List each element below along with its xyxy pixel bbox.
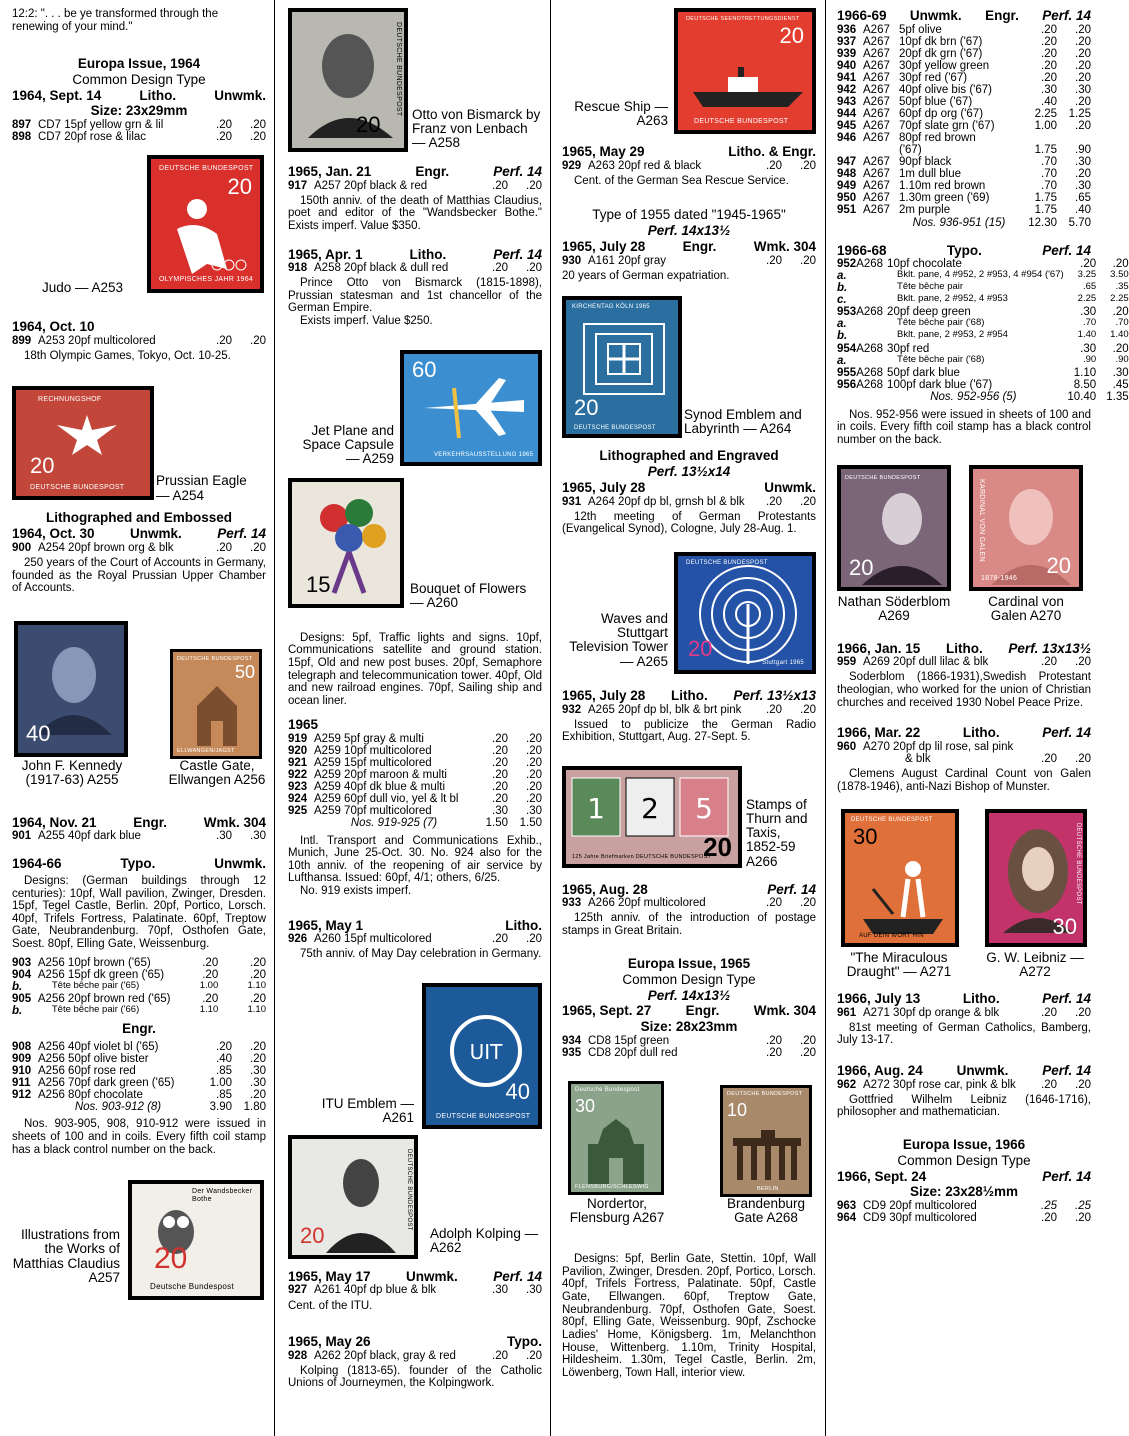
galen-issue-desc: Clemens August Cardinal Count von Galen (1878-1946), anti-Nazi Bishop of Munster. [837, 767, 1091, 793]
soderblom-issue-header: 1966, Jan. 15 Litho. Perf. 13x13½ [837, 640, 1091, 656]
table-row: 924 A259 60pf dull vio, yel & lt bl .20 .20 [288, 793, 542, 806]
bouquet-caption: Bouquet of Flowers — A260 [410, 580, 527, 610]
brandenburg-gate-icon [725, 1128, 809, 1188]
table-row: 940 A267 30pf yellow green .20 .20 [837, 59, 1091, 72]
jet-plane-icon [414, 368, 534, 448]
europa66-title: Europa Issue, 1966 [902, 1136, 1026, 1152]
s6466-table [12, 957, 266, 1017]
table-row: 961 A271 30pf dp orange & blk .20 .20 [837, 1006, 1091, 1019]
table-row: 917 A257 20pf black & red .20 .20 [288, 179, 542, 192]
table-row: 898 CD7 20pf rose & lilac .20 .20 [12, 131, 266, 144]
kennedy-stamp-image: 40 [14, 621, 128, 757]
table-row: Nos. 952-956 (5) 10.40 1.35 [930, 390, 1129, 403]
bouquet-block [288, 478, 542, 612]
bismarck-issue-desc2: Exists imperf. Value $250. [300, 315, 433, 327]
bismarck-issue-header: 1965, Apr. 1 Litho. Perf. 14 [288, 246, 542, 262]
table-row: 941 A267 30pf red ('67) .20 .20 [837, 71, 1091, 84]
s6668-table [837, 258, 1129, 403]
table-row: 962 A272 30pf rose car, pink & blk .20 .20 [837, 1078, 1091, 1091]
table-row: a. Tête bêche pair ('68) .90 .90 [837, 353, 1129, 367]
kennedy-castle-block [12, 621, 266, 811]
ship-caption: Rescue Ship — A263 [574, 99, 668, 129]
table-row: 944 A267 60pf dp org ('67) 2.25 1.25 [837, 107, 1091, 120]
table-row: 929 A263 20pf red & black .20 .20 [562, 159, 816, 172]
judo-block [12, 155, 266, 305]
leibniz-caption: G. W. Leibniz — A272 [986, 950, 1084, 980]
leibniz-issue-desc: Gottfried Wilhelm Leibniz (1646-1716), philosopher and mathematician. [837, 1093, 1091, 1119]
table-row: 928 A262 20pf black, gray & red .20 .20 [288, 1349, 542, 1362]
europa64-table [12, 119, 266, 143]
synod-issue-title: Lithographed and Engraved [599, 448, 779, 464]
galen-caption: Cardinal von Galen A270 [988, 593, 1064, 623]
nordertor-caption: Nordertor, Flensburg A267 [569, 1196, 665, 1226]
s6466-note: Nos. 903-905, 908, 910-912 were issued in sheets of 100 and in coils. Every fifth coil stamp has a black control number on the back. [12, 1118, 266, 1156]
transport-year: 1965 [288, 717, 319, 733]
synod-issue-perf: Perf. 13½x14 [647, 464, 731, 480]
column-4 [837, 8, 1129, 1225]
thurn-issue-header: 1965, Aug. 28 Perf. 14 [562, 881, 816, 897]
table-row: c. Bklt. pane, 2 #952, 4 #953 2.25 2.25 [837, 293, 1129, 307]
kennedy-portrait-icon [22, 635, 122, 735]
table-row: 912 A256 80pf chocolate .85 .20 [12, 1089, 266, 1102]
intro-quote: 12:2: ". . . be ye transformed through the renewing of your mind." [12, 8, 219, 33]
table-row: 937 A267 10pf dk brn ('67) .20 .20 [837, 35, 1091, 48]
europa65-size: Size: 28x23mm [640, 1018, 738, 1034]
tower-caption: Waves and Stuttgart Television Tower — A265 [569, 610, 668, 669]
claudius-caption: Illustrations from the Works of Matthias Claudius A257 [12, 1227, 120, 1285]
svg-text:2: 2 [641, 791, 659, 825]
soderblom-issue-desc: Soderblom (1866-1931),Swedish Protestant theologian, who worked for the union of Christian churches and received 1930 Nobel Peace Prize. [837, 671, 1091, 709]
europa65-header: 1965, Sept. 27 Engr. Wmk. 304 [562, 1003, 816, 1019]
nordertor-stamp-image: Deutsche Bundespost 30 FLENSBURG/SCHLESWIG [568, 1081, 664, 1195]
table-row: 956 A268 100pf dark blue ('67) 8.50 .45 [837, 378, 1129, 391]
table-row: a. Tête bêche pair ('68) .70 .70 [837, 317, 1129, 331]
itu-stamp-image: UIT 40 DEUTSCHE BUNDESPOST [422, 983, 542, 1129]
kennedy-header: 1964, Nov. 21 Engr. Wmk. 304 [12, 814, 266, 830]
itu-caption: ITU Emblem — A261 [321, 1095, 414, 1126]
table-row: 963 CD9 20pf multicolored .25 .25 [837, 1200, 1091, 1213]
table-row: 943 A267 50pf blue ('67) .40 .20 [837, 95, 1091, 108]
europa65-title: Europa Issue, 1965 [627, 955, 751, 971]
s6466-desc: Designs: (German buildings through 12 centuries): 10pf, Wall pavilion, Zwinger, Dresden. 15pf, Tegel Castle, Berlin. 20pf, Portico, Lorsch. 40pf, Trifels Fortress, Palatinate. 60pf, Treptow Gate, Neubrandenburg. 70pf, Osthofen Gate, Soest. 80pf, Elling Gate, Weissenburg. [12, 874, 266, 951]
europa65-table [562, 1035, 816, 1059]
table-row: 945 A267 70pf slate grn ('67) 1.00 .20 [837, 120, 1091, 133]
kolping-issue-header: 1965, May 26 Typo. [288, 1334, 542, 1350]
table-row: 897 CD7 15pf yellow grn & lil .20 .20 [12, 119, 266, 132]
table-row: 910 A256 60pf rose red .85 .30 [12, 1065, 266, 1078]
table-row: b. Bklt. pane, 2 #953, 2 #954 1.40 1.40 [837, 329, 1129, 343]
table-row: 954 A268 30pf red .30 .20 [837, 342, 1129, 355]
table-row: 947 A267 90pf black .70 .30 [837, 156, 1091, 169]
bouquet-stamp-image: 15 [288, 478, 404, 608]
itu-issue-header: 1965, May 17 Unwmk. Perf. 14 [288, 1268, 542, 1284]
table-row: 946 A267 80pf red brown [837, 132, 976, 145]
tower-block [562, 552, 816, 676]
table-row: 921 A259 15pf multicolored .20 .20 [288, 757, 542, 770]
table-row: Nos. 919-925 (7) 1.50 1.50 [350, 817, 542, 830]
tower-stamp-image: DEUTSCHE BUNDESPOST 20 Stuttgart 1965 [674, 552, 816, 674]
synod-stamp-image: KIRCHENTAG KÖLN 1965 20 DEUTSCHE BUNDESPOST [562, 296, 682, 438]
transport-note: Intl. Transport and Communications Exhib., Munich, June 25-Oct. 30. No. 924 also for the 10th anniv. of the reopening of air service by Lufthansa. Issued: 60pf, 4/1; others, 6/25. [288, 834, 542, 885]
bismarck-block [288, 8, 542, 158]
jet-stamp-image: 60 VERKEHRSAUSSTELLUNG 1965 [400, 350, 542, 466]
castle-gate-icon [177, 676, 257, 746]
bismarck-portrait-icon [298, 18, 398, 138]
type55-perf: Perf. 14x13½ [647, 223, 731, 239]
table-row: 939 A267 20pf dk grn ('67) .20 .20 [837, 47, 1091, 60]
eagle-desc: 250 years of the Court of Accounts in Germany, founded as the Royal Prussian Upper Chamber of Accounts. [12, 556, 266, 595]
s6668-note: Nos. 952-956 were issued in sheets of 100 and in coils. Every fifth coil stamp has a black control number on the back. [837, 408, 1091, 447]
table-row: 960 A270 20pf dp lil rose, sal pink [837, 740, 1014, 753]
soderblom-galen-block [837, 465, 1091, 637]
mayday-header: 1965, May 1 Litho. [288, 917, 542, 933]
claudius-stamp-image: Der Wandsbecker Bothe 20 Deutsche Bundespost [128, 1180, 264, 1300]
table-row: a. Bklt. pane, 4 #952, 2 #953, 4 #954 ('67) 3.25 3.50 [837, 269, 1129, 283]
bismarck-stamp-image: DEUTSCHE BUNDESPOST 20 [288, 8, 408, 152]
ship-icon [688, 62, 808, 112]
table-row: 953 A268 20pf deep green .30 .20 [837, 306, 1129, 319]
column-3 [562, 8, 816, 1379]
s6669-table [837, 24, 1091, 229]
table-row: 955 A268 50pf dark blue 1.10 .30 [837, 366, 1129, 379]
soderblom-stamp-image: DEUTSCHE BUNDESPOST 20 [837, 465, 951, 591]
column-separator [274, 0, 275, 1436]
table-row: 935 CD8 20pf dull red .20 .20 [562, 1046, 816, 1059]
brandenburg-caption: Brandenburg Gate A268 [726, 1196, 806, 1226]
table-row: 926 A260 15pf multicolored .20 .20 [288, 933, 542, 946]
europa66-table [837, 1200, 1091, 1224]
soderblom-caption: Nathan Söderblom A269 [837, 593, 951, 623]
kolping-block [288, 1135, 542, 1263]
table-row: 942 A267 40pf olive bis ('67) .30 .30 [837, 83, 1091, 96]
judo-figure-icon [157, 189, 257, 279]
tower-issue-header: 1965, July 28 Litho. Perf. 13½x13 [562, 687, 816, 703]
column-1 [12, 8, 266, 1310]
mayday-desc: 75th anniv. of May Day celebration in Germany. [300, 948, 542, 961]
table-row: 909 A256 50pf olive bister .40 .20 [12, 1053, 266, 1066]
europa65-perf: Perf. 14x13½ [647, 987, 731, 1003]
synod-block [562, 296, 816, 442]
table-row: 900 A254 20pf brown org & blk .20 .20 [12, 541, 266, 554]
synod-issue-desc: 12th meeting of German Protestants (Evangelical Synod), Cologne, July 28-Aug. 1. [562, 510, 816, 536]
ship-issue-desc: Cent. of the German Sea Rescue Service. [574, 174, 789, 187]
nordertor-brandenburg-block [562, 1081, 816, 1249]
type55-title: Type of 1955 dated "1945-1965" [592, 207, 786, 223]
table-row: 948 A267 1m dull blue .70 .20 [837, 168, 1091, 181]
table-row: 931 A264 20pf dp bl, grnsh bl & blk .20 .20 [562, 495, 816, 508]
castle-caption: Castle Gate, Ellwangen A256 [168, 757, 266, 787]
draught-issue-header: 1966, July 13 Litho. Perf. 14 [837, 991, 1091, 1007]
europa66-header: 1966, Sept. 24 Perf. 14 [837, 1168, 1091, 1184]
leibniz-stamp-image: DEUTSCHE BUNDESPOST 30 [985, 809, 1087, 947]
table-row: 908 A256 40pf violet bl ('65) .20 .20 [12, 1040, 266, 1053]
europa64-title: Europa Issue, 1964 [77, 55, 201, 71]
kolping-caption: Adolph Kolping — A262 [430, 1225, 539, 1256]
table-row: 918 A258 20pf black & dull red .20 .20 [288, 262, 542, 275]
table-row: 919 A259 5pf gray & multi .20 .20 [288, 733, 542, 745]
judo-caption: Judo — A253 [42, 280, 124, 296]
ship-issue-header: 1965, May 29 Litho. & Engr. [562, 144, 816, 159]
table-row: 932 A265 20pf dp bl, blk & brt pink .20 .20 [562, 703, 816, 716]
europa64-sub: Common Design Type [72, 71, 206, 87]
nordertor-gate-icon [573, 1114, 659, 1184]
jet-caption: Jet Plane and Space Capsule — A259 [302, 422, 394, 466]
castle-stamp-image: DEUTSCHE BUNDESPOST 50 ELLWANGEN/JAGST [170, 649, 262, 759]
europa64-size: Size: 23x29mm [90, 103, 188, 119]
tower-issue-desc: Issued to publicize the German Radio Exhibition, Stuttgart, Aug. 27-Sept. 5. [562, 718, 816, 744]
table-row: 949 A267 1.10m red brown .70 .30 [837, 180, 1091, 193]
table-row: 933 A266 20pf multicolored .20 .20 [562, 897, 816, 910]
itu-issue-desc: Cent. of the ITU. [288, 1299, 373, 1312]
table-row: 899 A253 20pf multicolored .20 .20 [12, 334, 266, 347]
thurn-issue-desc: 125th anniv. of the introduction of postage stamps in Great Britain. [562, 912, 816, 938]
table-row: 930 A161 20pf gray .20 .20 [562, 254, 816, 267]
transport-desc: Designs: 5pf, Traffic lights and signs. 10pf, Communications satellite and ground station. 15pf, Old and new post buses. 20pf, Semaphore telegraph and telecommunication tower. 40pf, Old and new railroad engines. 70pf, Sailing ship and ocean liner. [288, 631, 542, 707]
table-row: 903 A256 10pf brown ('65) .20 .20 [12, 956, 266, 969]
table-row: 952 A268 10pf chocolate .20 .20 [837, 258, 1129, 271]
europa65-sub: Common Design Type [622, 971, 756, 987]
synod-issue-header: 1965, July 28 Unwmk. [562, 480, 816, 496]
table-row: ('67) 1.75 .90 [899, 144, 1091, 157]
itu-block [288, 983, 542, 1131]
bismarck-issue-desc: Prince Otto von Bismarck (1815-1898), Prussian statesman and 1st chancellor of the German Empire. [288, 277, 542, 315]
galen-stamp-image: KARDINAL VON GALEN 1878-1946 20 [969, 465, 1083, 591]
claudius-block [12, 1180, 266, 1310]
type55-desc: 20 years of German expatriation. [562, 269, 730, 282]
table-row: 901 A255 40pf dark blue .30 .30 [12, 830, 266, 843]
judo-stamp-image: DEUTSCHE BUNDESPOST 20 OLYMPISCHES JAHR 1964 [147, 155, 264, 293]
thurn-block [562, 766, 816, 880]
europa64-header: 1964, Sept. 14 Litho. Unwmk. [12, 87, 266, 103]
s6466-engr: Engr. [122, 1021, 156, 1037]
table-row: & blk .20 .20 [905, 752, 1091, 765]
claudius-issue-desc: 150th anniv. of the death of Matthias Claudius, poet and editor of the "Wandsbecker Bothe." Exists imperf. Value $350. [288, 194, 542, 232]
ship-stamp-image: DEUTSCHE SEENOTRETTUNGSDIENST 20 DEUTSCHE BUNDESPOST [674, 8, 816, 134]
table-row: 927 A261 40pf dp blue & blk .30 .30 [288, 1284, 542, 1297]
thurn-stamp-image: 1 2 5 125 Jahre Briefmarken DEUTSCHE BUNDESPOST 20 [562, 766, 742, 868]
draught-leibniz-block [837, 809, 1091, 991]
column-2 [288, 8, 542, 1390]
brandenburg-stamp-image: DEUTSCHE BUNDESPOST 10 BERLIN [720, 1085, 812, 1197]
eagle-stamp-image: RECHNUNGSHOF 20 DEUTSCHE BUNDESPOST [12, 386, 154, 500]
table-row: Nos. 936-951 (15) 12.30 5.70 [912, 216, 1091, 229]
column-separator [825, 0, 826, 1436]
europa66-sub: Common Design Type [897, 1152, 1031, 1168]
claudius-issue-header: 1965, Jan. 21 Engr. Perf. 14 [288, 164, 542, 179]
draught-stamp-image: DEUTSCHE BUNDESPOST 30 AUF DEIN WORT HIN [841, 809, 959, 947]
table-row: 934 CD8 15pf green .20 .20 [562, 1034, 816, 1047]
buildings-designs: Designs: 5pf, Berlin Gate, Stettin. 10pf, Wall Pavilion, Zwinger, Dresden. 20pf, Portico, Lorsch. 40pf, Trifels Fortress, Palatinate. 50pf, Castle Gate, Ellwangen. 60pf, Treptow Gate, Neubrandenburg. 70pf, Osthofen Gate, Soest. 80pf, Elling Gate, Weissenburg. 90pf, Zschocke Ladies' Home, Königsberg. 1m, Melanchthon House, Wittenberg. 1.10m, Trinity Hospital, Hildesheim. 1.30m, Tegel Castle, Berlin. 2m, Löwenberg, Town Hall, interior view. [562, 1253, 816, 1379]
transport-table [288, 733, 542, 830]
svg-text:1: 1 [587, 791, 605, 825]
table-row: 904 A256 15pf dk green ('65) .20 .20 [12, 968, 266, 981]
ship-block [562, 8, 816, 138]
table-row: 936 A267 5pf olive .20 .20 [837, 23, 1091, 36]
table-row: 959 A269 20pf dull lilac & blk .20 .20 [837, 656, 1091, 669]
miraculous-draught-icon [853, 849, 953, 939]
table-row: 911 A256 70pf dark green ('65) 1.00 .30 [12, 1077, 266, 1090]
table-row: 923 A259 40pf dk blue & multi .20 .20 [288, 781, 542, 794]
table-row: b. Tête bêche pair ('65) 1.00 1.10 [12, 979, 266, 993]
table-row: 925 A259 70pf multicolored .30 .30 [288, 805, 542, 818]
column-separator [550, 0, 551, 1436]
draught-issue-desc: 81st meeting of German Catholics, Bamberg, July 13-17. [837, 1021, 1091, 1047]
transport-note2: No. 919 exists imperf. [300, 885, 412, 898]
kennedy-caption: John F. Kennedy (1917-63) A255 [21, 757, 123, 787]
eagle-title: Lithographed and Embossed [45, 510, 232, 526]
kolping-issue-desc: Kolping (1813-65). founder of the Catholic Unions of Journeymen, the Kolpingwork. [288, 1364, 542, 1390]
table-row: 951 A267 2m purple 1.75 .40 [837, 204, 1091, 217]
eagle-header: 1964, Oct. 30 Unwmk. Perf. 14 [12, 526, 266, 542]
judo-desc: 18th Olympic Games, Tokyo, Oct. 10-25. [24, 349, 231, 362]
s6466-header: 1964-66 Typo. Unwmk. [12, 856, 266, 872]
type55-header: 1965, July 28 Engr. Wmk. 304 [562, 239, 816, 255]
table-row: b. Tête bêche pair .65 .35 [837, 281, 1129, 295]
table-row: 964 CD9 30pf multicolored .20 .20 [837, 1212, 1091, 1225]
s6466-table2 [12, 1041, 266, 1113]
draught-caption: "The Miraculous Draught" — A271 [846, 950, 952, 980]
labyrinth-icon [574, 314, 674, 404]
jet-block [288, 350, 542, 470]
table-row: 920 A259 10pf multicolored .20 .20 [288, 745, 542, 758]
bismarck-caption: Otto von Bismarck by Franz von Lenbach — A258 [412, 107, 541, 151]
svg-text:UIT: UIT [469, 1039, 503, 1064]
table-row: 950 A267 1.30m green ('69) 1.75 .65 [837, 192, 1091, 205]
table-row: 922 A259 20pf maroon & multi .20 .20 [288, 769, 542, 782]
table-row: b. Tête bêche pair ('66) 1.10 1.10 [12, 1003, 266, 1017]
synod-caption: Synod Emblem and Labyrinth — A264 [684, 407, 802, 437]
galen-issue-header: 1966, Mar. 22 Litho. Perf. 14 [837, 725, 1091, 741]
eagle-caption: Prussian Eagle — A254 [156, 473, 247, 503]
s6669-header: 1966-69 Unwmk. Engr. Perf. 14 [837, 8, 1091, 23]
s6668-header: 1966-68 Typo. Perf. 14 [837, 242, 1091, 258]
table-row: 905 A256 20pf brown red ('65) .20 .20 [12, 992, 266, 1005]
eagle-icon [52, 410, 122, 460]
judo-header: 1964, Oct. 10 [12, 319, 95, 335]
eagle-block [12, 386, 266, 504]
kolping-stamp-image: 20 DEUTSCHE BUNDESPOST [288, 1135, 418, 1259]
leibniz-issue-header: 1966, Aug. 24 Unwmk. Perf. 14 [837, 1063, 1091, 1079]
europa66-size: Size: 23x28½mm [909, 1184, 1019, 1200]
table-row: Nos. 903-912 (8) 3.90 1.80 [74, 1101, 266, 1114]
thurn-caption: Stamps of Thurn and Taxis, 1852-59 A266 [746, 796, 808, 869]
svg-text:5: 5 [695, 791, 713, 825]
